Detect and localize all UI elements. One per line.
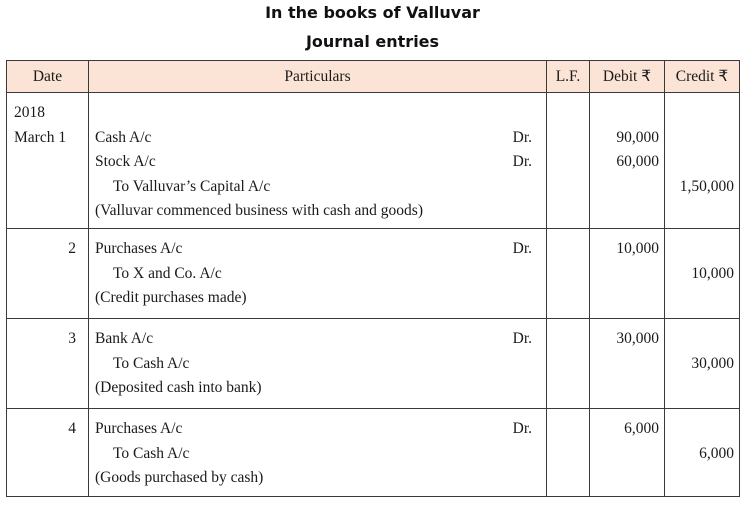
credit-account: To Valluvar’s Capital A/c	[113, 177, 271, 195]
entry-date-cell	[7, 229, 89, 319]
entry-date: 4	[68, 420, 76, 437]
credit-cell	[665, 319, 740, 409]
journal-entry	[7, 229, 740, 319]
lf-cell	[547, 319, 590, 409]
narration: (Deposited cash into bank)	[95, 379, 262, 396]
debit-line	[95, 126, 532, 151]
lf-cell	[547, 93, 590, 229]
credit-amount: 10,000	[691, 264, 734, 282]
debit-amount: 6,000	[624, 420, 659, 437]
dr-marker: Dr.	[512, 420, 532, 437]
header-row	[7, 61, 740, 93]
narration: (Credit purchases made)	[95, 289, 247, 306]
col-header-particulars: Particulars	[89, 61, 547, 93]
dr-marker: Dr.	[512, 330, 532, 347]
entry-particulars	[89, 93, 547, 229]
entry-date-cell	[7, 409, 89, 497]
debit-cell	[590, 409, 665, 497]
narration: (Goods purchased by cash)	[95, 469, 264, 486]
entry-date: 3	[68, 330, 76, 347]
debit-account: Cash A/c	[95, 128, 152, 146]
entry-date: March 1	[14, 128, 67, 146]
debit-account: Purchases A/c	[95, 420, 183, 437]
lf-cell	[547, 229, 590, 319]
debit-line	[95, 417, 532, 442]
credit-amount: 1,50,000	[679, 177, 734, 195]
debit-amount: 90,000	[616, 128, 659, 146]
credit-cell	[665, 93, 740, 229]
credit-cell	[665, 409, 740, 497]
debit-cell	[590, 93, 665, 229]
entry-year: 2018	[14, 104, 45, 121]
col-header-date: Date	[7, 61, 89, 93]
book-title: In the books of Valluvar	[265, 3, 480, 22]
entry-particulars	[89, 229, 547, 319]
debit-amount: 60,000	[616, 153, 659, 170]
journal-entry	[7, 319, 740, 409]
credit-account: To X and Co. A/c	[113, 264, 222, 282]
lf-cell	[547, 409, 590, 497]
entry-date-cell	[7, 93, 89, 229]
journal-table	[6, 60, 740, 497]
credit-amount: 6,000	[699, 444, 734, 462]
entry-date-cell	[7, 319, 89, 409]
entry-date: 2	[68, 240, 76, 257]
journal-title: Journal entries	[305, 32, 440, 51]
debit-line	[95, 327, 532, 352]
col-header-debit: Debit ₹	[590, 61, 665, 93]
debit-account: Stock A/c	[95, 153, 156, 170]
debit-line	[95, 150, 532, 175]
entry-particulars	[89, 319, 547, 409]
credit-cell	[665, 229, 740, 319]
dr-marker: Dr.	[512, 128, 532, 146]
col-header-lf: L.F.	[547, 61, 590, 93]
col-header-credit: Credit ₹	[665, 61, 740, 93]
dr-marker: Dr.	[512, 153, 532, 170]
credit-account: To Cash A/c	[113, 354, 190, 372]
debit-account: Bank A/c	[95, 330, 154, 347]
journal-entry	[7, 93, 740, 229]
debit-cell	[590, 319, 665, 409]
credit-account: To Cash A/c	[113, 444, 190, 462]
debit-line	[95, 237, 532, 262]
entry-particulars	[89, 409, 547, 497]
debit-amount: 10,000	[616, 240, 659, 257]
credit-amount: 30,000	[691, 354, 734, 372]
debit-account: Purchases A/c	[95, 240, 183, 257]
journal-entry	[7, 409, 740, 497]
debit-amount: 30,000	[616, 330, 659, 347]
debit-cell	[590, 229, 665, 319]
narration: (Valluvar commenced business with cash and goods)	[95, 202, 424, 219]
dr-marker: Dr.	[512, 240, 532, 257]
